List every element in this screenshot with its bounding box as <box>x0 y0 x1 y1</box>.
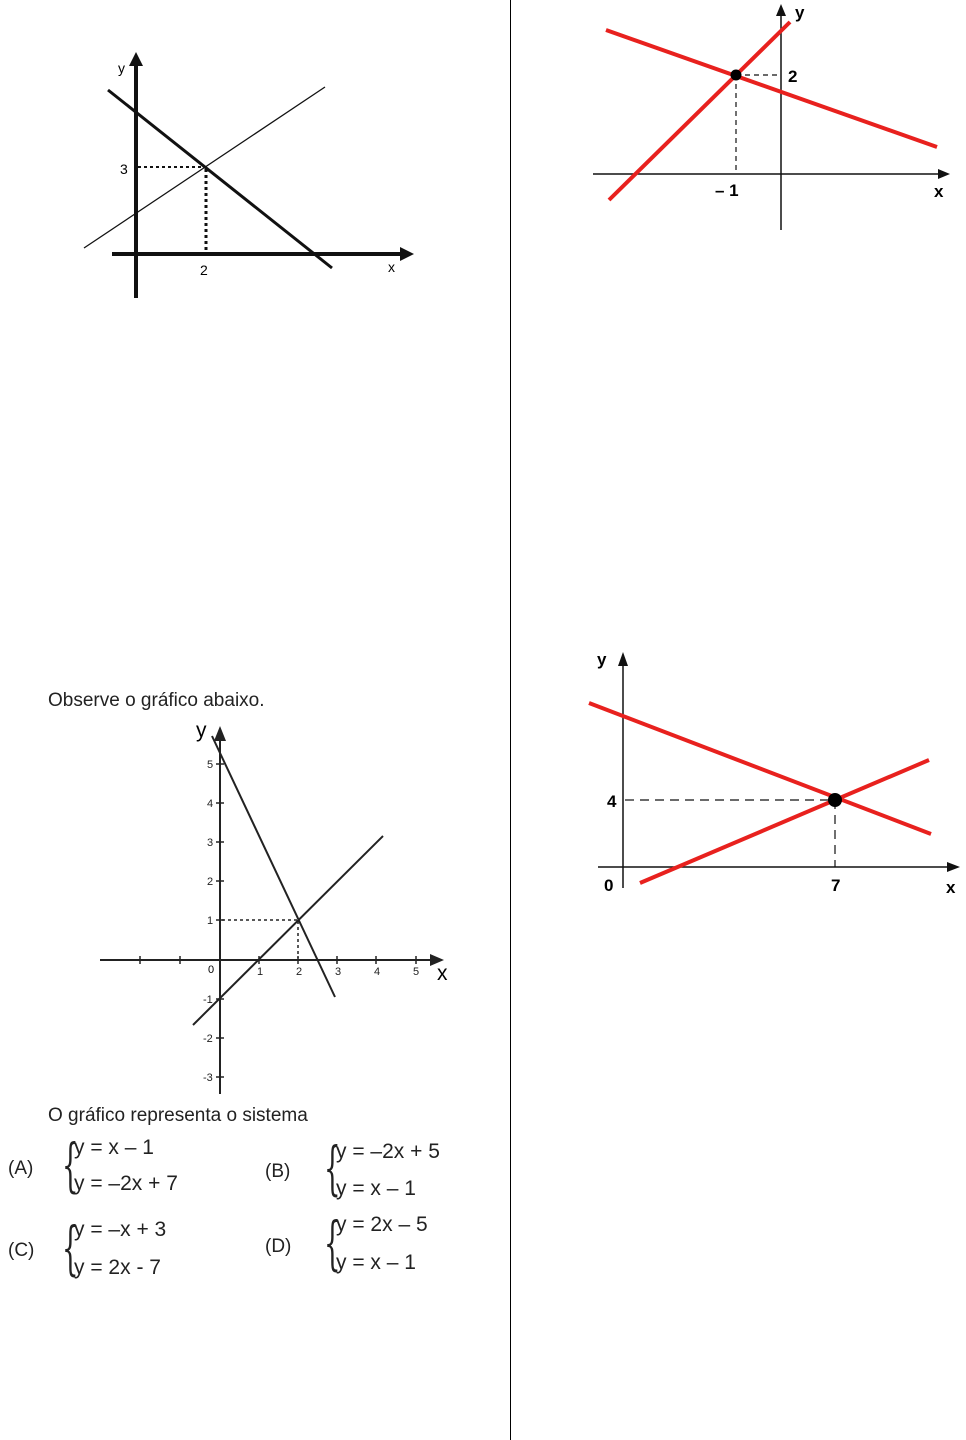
equation-2: y = 2x - 7 <box>74 1256 161 1279</box>
equation-2: y = x – 1 <box>336 1177 416 1200</box>
y-tick-2: 2 <box>788 67 798 86</box>
y-tick-label: 3 <box>207 837 214 849</box>
equation-1: y = –2x + 5 <box>336 1140 440 1163</box>
line-decreasing <box>212 736 335 997</box>
x-axis-arrow <box>947 862 960 872</box>
x-tick-minus-1: – 1 <box>715 181 739 200</box>
x-axis-label: x <box>437 962 448 985</box>
y-axis-arrow <box>776 4 786 16</box>
y-axis-arrow <box>618 652 628 666</box>
line-increasing <box>193 836 383 1025</box>
y-tick-label: 5 <box>207 759 214 771</box>
equation-1: y = x – 1 <box>74 1136 154 1159</box>
x-tick-7: 7 <box>831 876 841 895</box>
y-tick-label: -3 <box>203 1072 213 1084</box>
option-letter: (C) <box>8 1240 35 1261</box>
y-tick-4: 4 <box>607 792 617 811</box>
x-axis-label: x <box>934 182 944 201</box>
intersection-point <box>731 70 742 81</box>
y-tick-label: 1 <box>207 915 214 927</box>
system-brace-icon: { <box>324 1209 341 1277</box>
intersection-point <box>828 793 842 807</box>
y-tick-3: 3 <box>120 161 128 177</box>
x-tick-label: 5 <box>413 966 420 978</box>
y-axis-label: y <box>795 3 805 22</box>
graph-1 <box>0 0 510 320</box>
prompt-text: Observe o gráfico abaixo. <box>48 690 265 711</box>
equation-1: y = –x + 3 <box>74 1218 167 1241</box>
graph-2 <box>511 0 966 240</box>
red-line-decreasing <box>589 703 931 834</box>
option-letter: (B) <box>265 1161 291 1182</box>
y-tick-label: 2 <box>207 876 214 888</box>
equation-1: y = 2x – 5 <box>336 1213 428 1236</box>
x-axis-label: x <box>946 878 956 897</box>
y-tick-label: -1 <box>203 994 213 1006</box>
x-tick-label: 1 <box>257 966 264 978</box>
y-axis-arrow <box>214 726 226 741</box>
system-brace-icon: { <box>62 1131 79 1199</box>
x-tick-label: 3 <box>335 966 342 978</box>
y-axis-label: y <box>196 719 207 742</box>
y-axis-label: y <box>597 650 607 669</box>
red-line-decreasing <box>606 30 937 147</box>
equation-2: y = –2x + 7 <box>74 1172 178 1195</box>
y-tick-label: -2 <box>203 1033 213 1045</box>
y-axis-label: y <box>118 60 125 76</box>
y-axis-arrow <box>129 52 143 66</box>
line-decreasing <box>108 90 332 268</box>
origin-label: 0 <box>208 964 215 976</box>
graph-3 <box>0 715 510 1095</box>
system-brace-icon: { <box>62 1214 79 1282</box>
question-text: O gráfico representa o sistema <box>48 1105 308 1126</box>
x-tick-label: 2 <box>296 966 303 978</box>
option-letter: (A) <box>8 1158 34 1179</box>
x-axis-label: x <box>388 259 395 275</box>
option-letter: (D) <box>265 1236 292 1257</box>
x-tick-2: 2 <box>200 262 208 278</box>
x-axis-arrow <box>938 169 950 179</box>
y-tick-label: 4 <box>207 798 214 810</box>
origin-label: 0 <box>604 876 614 895</box>
system-brace-icon: { <box>324 1134 341 1202</box>
graph-4 <box>511 640 966 910</box>
equation-2: y = x – 1 <box>336 1251 416 1274</box>
x-axis-arrow <box>400 247 414 261</box>
x-tick-label: 4 <box>374 966 381 978</box>
